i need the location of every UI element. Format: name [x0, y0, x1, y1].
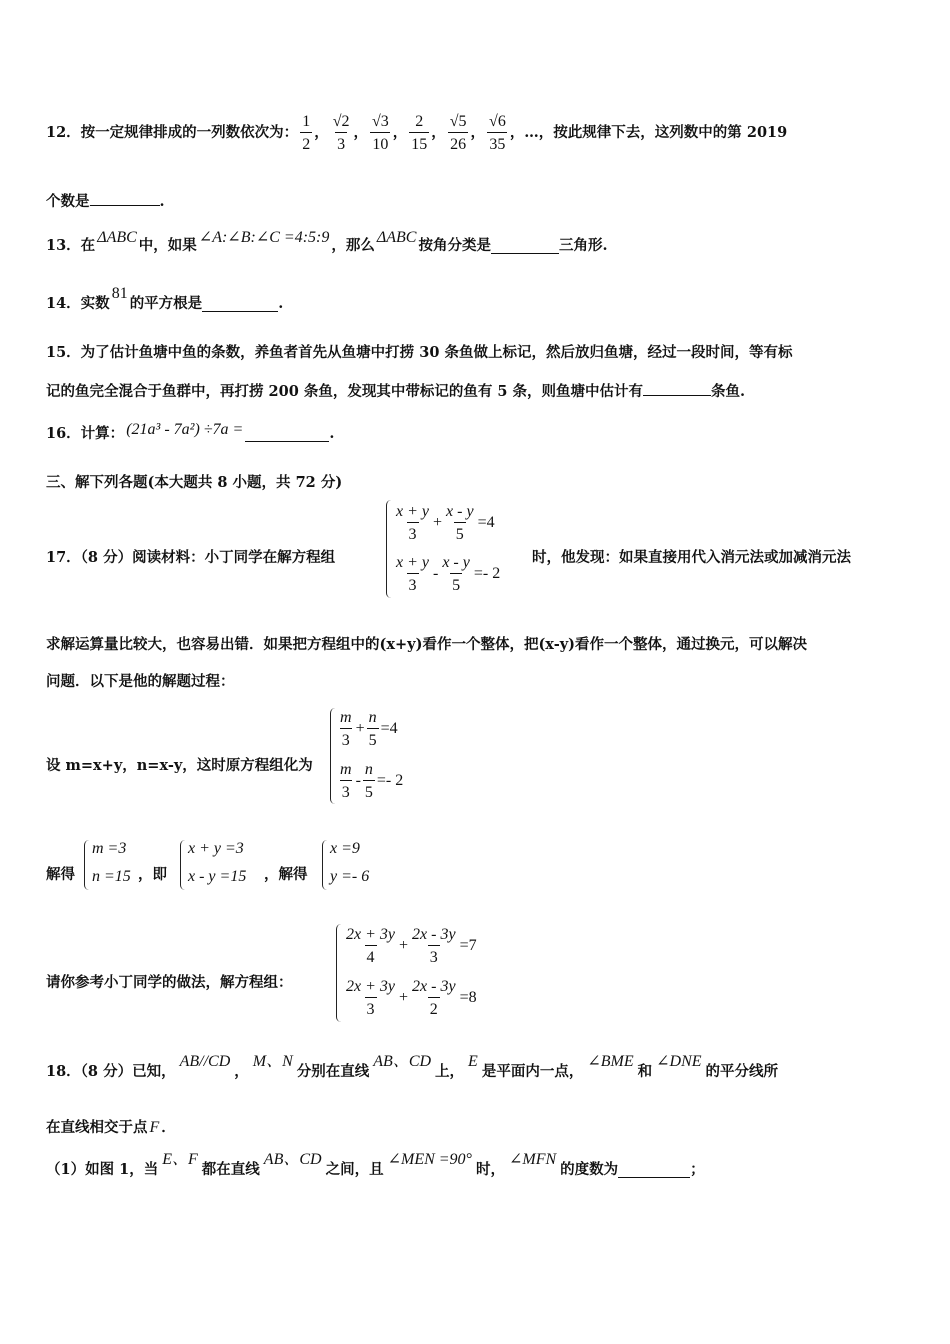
- sol1-row-1: m =3: [92, 840, 127, 857]
- brace-sys1: [386, 500, 391, 598]
- q17-line1-right: 时，他发现：如果直接用代入消元法或加减消元法: [532, 549, 851, 566]
- answer-blank[interactable]: [245, 426, 329, 442]
- q17-line3: 问题．以下是他的解题过程：: [46, 673, 235, 690]
- sys3-row-2: 2x + 3y 3 + $\frac{2x - 3y}{2}$ =8: [346, 977, 477, 1018]
- brace-sol2: [180, 840, 185, 890]
- q12-term-3: √3 10: [371, 112, 389, 153]
- brace-sys3: [336, 924, 341, 1022]
- sys1-row-1: x + y 3 + $\frac{x - y}{5}$ =4: [396, 502, 495, 543]
- q12-prefix: 12．按一定规律排成的一列数依次为：: [46, 124, 299, 141]
- sol2-row-1: x + y =3: [188, 840, 244, 857]
- q17-substitution: 设 m=x+y，n=x-y，这时原方程组化为: [46, 757, 313, 774]
- answer-blank[interactable]: [491, 238, 559, 254]
- q15-line1: 15．为了估计鱼塘中鱼的条数，养鱼者首先从鱼塘中打捞 30 条鱼做上标记，然后放归鱼塘，经过一段时间，等有标: [46, 344, 793, 361]
- division-expression: (21a³ - 7a²) ÷7a =: [126, 421, 244, 438]
- q18-sub1: （1）如图 1，当 E、F 都在直线 AB、CD 之间，且 ∠MEN =90° 时， ∠MFN 的度数为 ；: [46, 1151, 705, 1178]
- brace-sol1: [84, 840, 89, 890]
- sol2-row-2: x - y =15: [188, 868, 247, 885]
- answer-blank[interactable]: [90, 190, 160, 206]
- solve-label-2: ，解得: [264, 866, 308, 883]
- q14-line: 14．实数 81 的平方根是 .: [46, 285, 284, 312]
- q17-line2: 求解运算量比较大，也容易出错．如果把方程组中的(x+y)看作一个整体，把(x-y)看作一个整体，通过换元，可以解决: [46, 636, 807, 653]
- q15-line2: 记的鱼完全混合于鱼群中，再打捞 200 条鱼，发现其中带标记的鱼有 5 条，则鱼塘中估计有 条鱼.: [46, 380, 745, 402]
- sys1-row-2: x + y 3 - $\frac{x - y}{5}$ =- 2: [396, 553, 501, 594]
- answer-blank[interactable]: [643, 380, 711, 396]
- solve-label-1: 解得: [46, 866, 75, 883]
- q13-line: 13．在 ΔABC 中，如果 ∠A:∠B:∠C =4:5:9 ，那么 ΔABC 按角分类是 三角形.: [46, 229, 608, 254]
- q12-term-5: √5 26: [449, 112, 467, 153]
- sol1-row-2: n =15: [92, 868, 131, 885]
- triangle-abc: ΔABC: [97, 229, 137, 246]
- angle-ratio: ∠A:∠B:∠C =4:5:9: [198, 229, 330, 246]
- q17-line1-left: 17．（8 分）阅读材料：小丁同学在解方程组: [46, 549, 336, 566]
- sys2-row-2: m 3 - $\frac{n}{5}$ =- 2: [340, 760, 404, 801]
- q18-line1: 18．（8 分）已知， AB//CD ， M、N 分别在直线 AB、CD 上， E 是平面内一点， ∠BME 和 ∠DNE 的平分线所: [46, 1053, 779, 1080]
- answer-blank[interactable]: [202, 296, 278, 312]
- sys2-row-1: m 3 + $\frac{n}{5}$ =4: [340, 708, 398, 749]
- q12-term-1: 1 2: [302, 112, 311, 153]
- answer-blank[interactable]: [618, 1162, 690, 1178]
- sol3-row-1: x =9: [330, 840, 360, 857]
- q17-ask: 请你参考小丁同学的做法，解方程组：: [46, 974, 293, 991]
- brace-sol3: [322, 840, 327, 890]
- q12-term-2: √2 3: [332, 112, 350, 153]
- triangle-abc-2: ΔABC: [376, 229, 417, 246]
- q12-term-4: 2 15: [411, 112, 428, 153]
- sys3-row-1: 2x + 3y 4 + $\frac{2x - 3y}{3}$ =7: [346, 925, 477, 966]
- q16-line: 16．计算： (21a³ - 7a²) ÷7a = .: [46, 421, 335, 442]
- section-heading: 三、解下列各题(本大题共 8 小题，共 72 分): [46, 474, 343, 491]
- q18-line2: 在直线相交于点 F ．: [46, 1119, 176, 1136]
- q12-line2: 个数是 .: [46, 190, 165, 212]
- q12-line1: 12．按一定规律排成的一列数依次为： 1 2 ， √2 3 ， √3 10 ， 2 15 ， √5 26 ， √6 35 ，…，按此规律下去，这列数中的第 2019: [46, 112, 788, 153]
- number-81: 81: [111, 285, 128, 302]
- ji-label: ，即: [138, 866, 167, 883]
- sol3-row-2: y =- 6: [330, 868, 370, 885]
- q12-suffix: ，…，按此规律下去，这列数中的第 2019: [509, 124, 788, 141]
- q12-term-6: √6 35: [489, 112, 506, 153]
- brace-sys2: [330, 708, 335, 804]
